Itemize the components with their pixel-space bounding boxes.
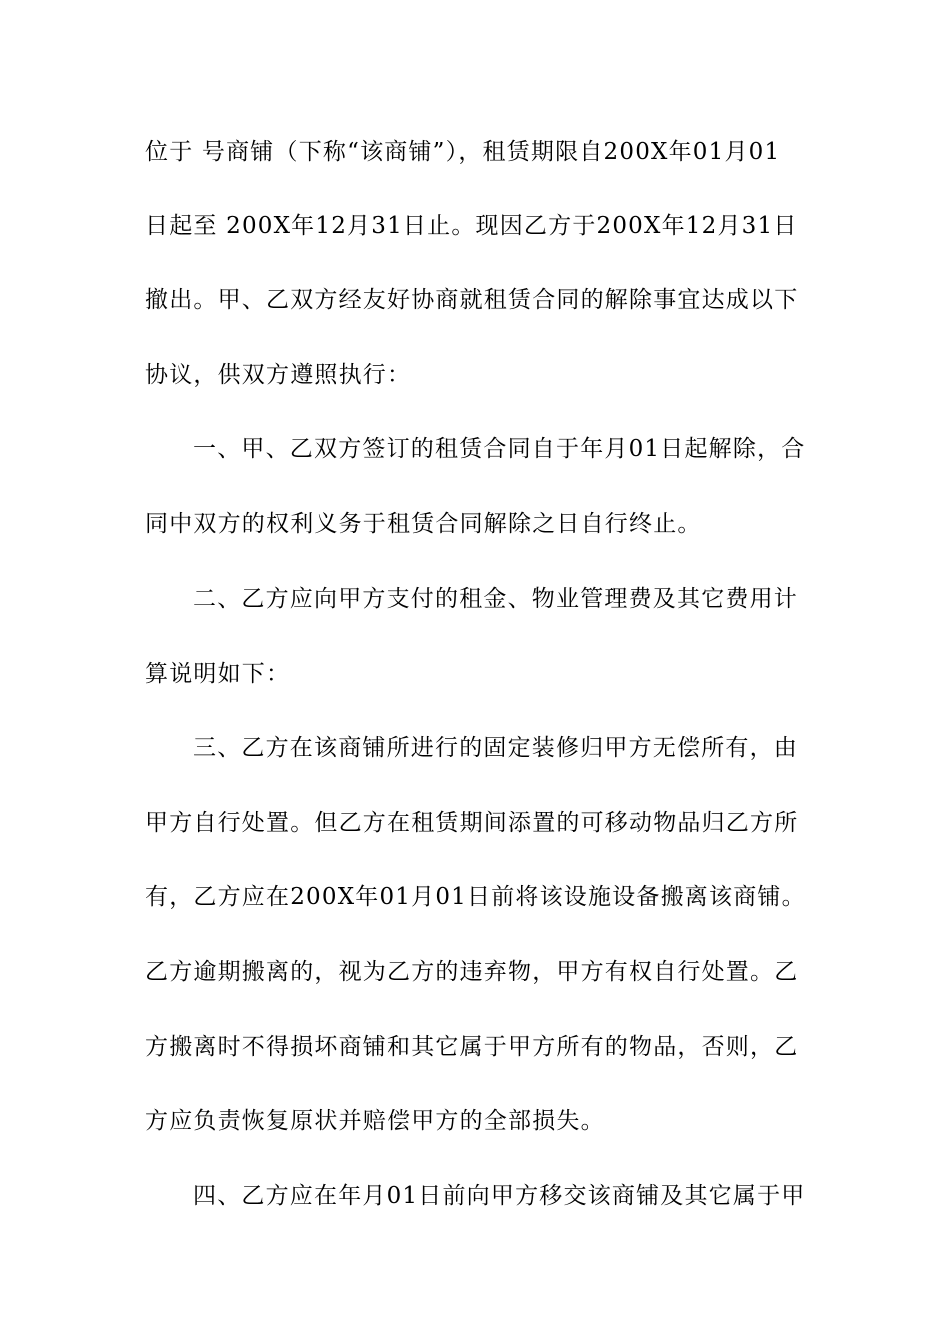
- text-line-8: 算说明如下：: [145, 661, 291, 687]
- text-line-3: 撤出。甲、乙双方经友好协商就租赁合同的解除事宜达成以下: [145, 287, 799, 313]
- text-line-10: 甲方自行处置。但乙方在租赁期间添置的可移动物品归乙方所: [145, 810, 799, 836]
- text-line-14: 方应负责恢复原状并赔偿甲方的全部损失。: [145, 1108, 605, 1134]
- text-line-4: 协议，供双方遵照执行：: [145, 362, 412, 388]
- text-line-12: 乙方逾期搬离的，视为乙方的违弃物，甲方有权自行处置。乙: [145, 959, 799, 985]
- text-line-9: 三、乙方在该商铺所进行的固定装修归甲方无偿所有，由: [193, 735, 798, 761]
- text-line-6: 同中双方的权利义务于租赁合同解除之日自行终止。: [145, 511, 702, 537]
- text-line-15: 四、乙方应在年月01日前向甲方移交该商铺及其它属于甲: [193, 1183, 806, 1209]
- text-line-7: 二、乙方应向甲方支付的租金、物业管理费及其它费用计: [193, 586, 798, 612]
- text-line-11: 有，乙方应在200X年01月01日前将该设施设备搬离该商铺。: [145, 884, 806, 910]
- text-line-5: 一、甲、乙双方签订的租赁合同自于年月01日起解除，合: [193, 436, 806, 462]
- text-line-13: 方搬离时不得损坏商铺和其它属于甲方所有的物品，否则，乙: [145, 1034, 799, 1060]
- text-line-1: 位于 号商铺（下称“该商铺”），租赁期限自200X年01月01: [145, 139, 781, 165]
- text-line-2: 日起至 200X年12月31日止。现因乙方于200X年12月31日: [145, 213, 798, 239]
